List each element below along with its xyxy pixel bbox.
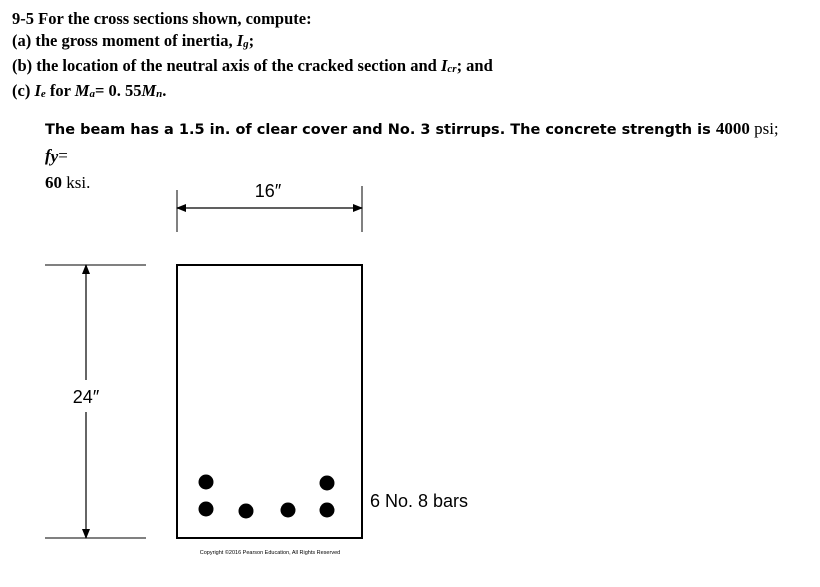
- part-b-text: (b) the location of the neutral axis of the cracked section and: [12, 56, 441, 75]
- part-c-subscript-n: n: [156, 88, 163, 100]
- part-b-subscript: cr: [447, 63, 457, 75]
- part-c-subscript-e: e: [40, 88, 46, 100]
- part-c-mid: for: [45, 81, 75, 100]
- rebar: [199, 475, 214, 490]
- note-text: The beam has a 1.5 in. of clear cover and No. 3 stirrups. The concrete strength is: [45, 122, 716, 138]
- concrete-strength-value: 4000: [715, 119, 750, 138]
- concrete-strength-unit: psi;: [749, 119, 779, 138]
- part-c-label: (c): [12, 81, 35, 100]
- fy-value: 60: [45, 173, 62, 192]
- part-c-symbol-mn: M: [141, 81, 157, 100]
- bars-label: 6 No. 8 bars: [370, 491, 469, 511]
- height-label: 24″: [72, 387, 100, 407]
- fy-unit: ksi.: [62, 173, 91, 192]
- problem-title: 9-5 For the cross sections shown, compute:: [12, 9, 312, 28]
- copyright-notice: Copyright ©2016 Pearson Education, All Rights Reserved: [199, 550, 341, 556]
- width-dimension: [177, 181, 362, 232]
- rebar: [239, 504, 254, 519]
- fy-equals: =: [58, 146, 68, 165]
- rebar: [281, 503, 296, 518]
- beam-section-outline: [177, 265, 362, 538]
- width-label: 16″: [254, 181, 282, 201]
- part-c-equation: = 0. 55: [94, 81, 142, 100]
- height-dimension: [45, 265, 146, 538]
- fy-symbol: f: [45, 146, 51, 165]
- part-b-end: ; and: [456, 56, 493, 75]
- rebar: [320, 476, 335, 491]
- part-a-subscript: g: [243, 38, 249, 50]
- part-c-subscript-a: a: [89, 88, 95, 100]
- part-a-text: (a) the gross moment of inertia,: [12, 31, 237, 50]
- part-c-end: .: [162, 81, 167, 100]
- part-c-symbol-ma: M: [74, 81, 90, 100]
- part-a-symbol: I: [236, 31, 244, 50]
- part-b-symbol: I: [440, 56, 448, 75]
- fy-subscript: y: [50, 147, 59, 166]
- part-a-end: ;: [248, 31, 255, 50]
- rebar: [320, 503, 335, 518]
- rebar: [199, 502, 214, 517]
- part-c-symbol-ie: I: [34, 81, 41, 100]
